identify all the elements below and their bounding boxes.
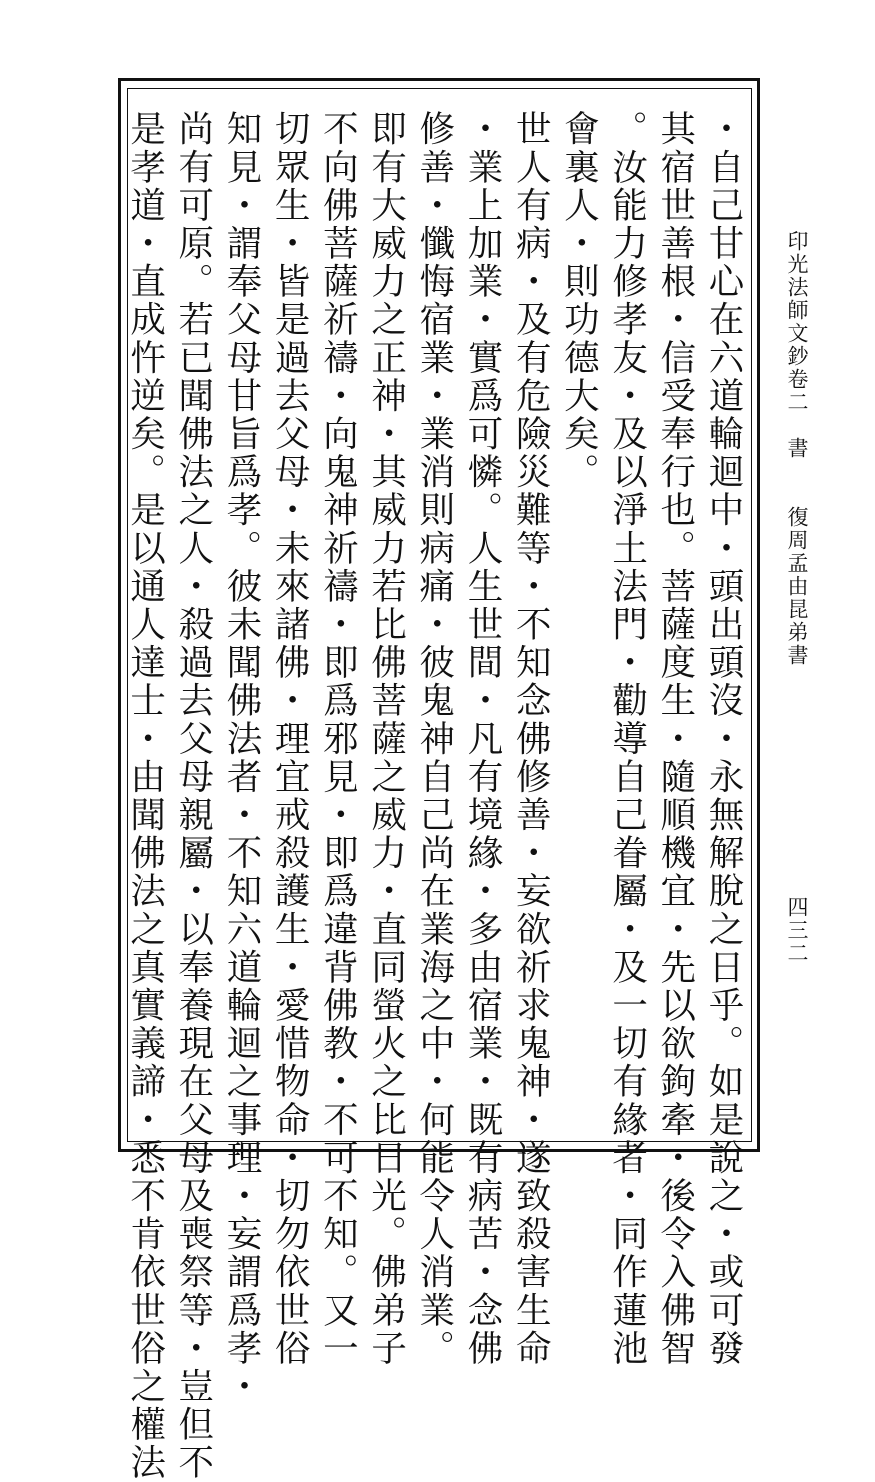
body-text: [124, 110, 747, 1482]
text-column: 是孝道・直成忤逆矣。是以通人達士・由聞佛法之真實義諦・悉不肯依世俗之權法: [124, 110, 166, 1482]
text-column: ・業上加業・實爲可憐。人生世間・凡有境緣・多由宿業・既有病苦・念佛: [461, 110, 503, 1368]
text-column: 尚有可原。若已聞佛法之人・殺過去父母親屬・以奉養現在父母及喪祭等・豈但不: [172, 110, 214, 1482]
text-column: 。汝能力修孝友・及以淨土法門・勸導自己眷屬・及一切有緣者・同作蓮池: [606, 110, 648, 1368]
text-column: 其宿世善根・信受奉行也。菩薩度生・隨順機宜・先以欲鉤牽・後令入佛智: [654, 110, 696, 1368]
text-column: 世人有病・及有危險災難等・不知念佛修善・妄欲祈求鬼神・遂致殺害生命: [510, 110, 552, 1368]
text-column: 修善・懺悔宿業・業消則病痛・彼鬼神自己尚在業海之中・何能令人消業。: [413, 110, 455, 1368]
text-column: 切眾生・皆是過去父母・未來諸佛・理宜戒殺護生・愛惜物命・切勿依世俗: [269, 110, 311, 1368]
text-column: 即有大威力之正神・其威力若比佛菩薩之威力・直同螢火之比日光。佛弟子: [365, 110, 407, 1368]
text-column: 不向佛菩薩祈禱・向鬼神祈禱・即爲邪見・即爲違背佛教・不可不知。又一: [317, 110, 359, 1368]
running-header: 印光法師文鈔卷二 書 復周孟由昆弟書: [785, 230, 809, 667]
page-number: 四三二: [785, 896, 809, 965]
text-column: 會裏人・則功德大矣。: [558, 110, 600, 491]
text-column: 知見・謂奉父母甘旨爲孝。彼未聞佛法者・不知六道輪迴之事理・妄謂爲孝・: [220, 110, 262, 1406]
text-column: ・自己甘心在六道輪迴中・頭出頭沒・永無解脫之日乎。如是說之・或可發: [703, 110, 744, 1368]
